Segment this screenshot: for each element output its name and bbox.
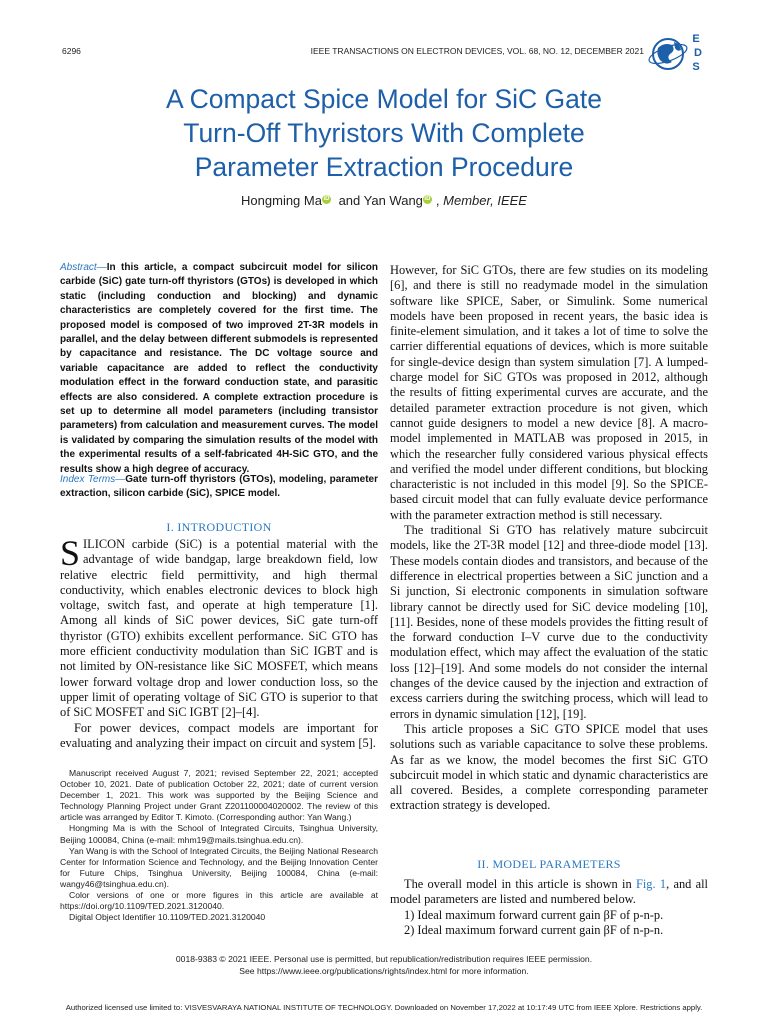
intro-paragraph-2: For power devices, compact models are important for evaluating and analyzing their impact on circuit and system [5]. [60,720,378,750]
right-paragraph-3: This article proposes a SiC GTO SPICE model that uses solutions such as variable capacitance to solve these problems. As far as we know, the model becomes the first SiC GTO subcircuit model in which static and dynamic characteristics are all covered. Besides, a complete corresponding parameter extraction strategy is developed. [390,721,708,813]
logo-letter-e: E [692,33,700,45]
page-number: 6296 [62,46,81,56]
abstract: Abstract—In this article, a compact subcircuit model for silicon carbide (SiC) gate turn-off thyristors (GTOs) is developed in which static (including conduction and blocking) and dynamic characteristics are completely covered for the first time. The proposed model is composed of two improved 2T-3R models in parallel, and the delay between different submodels is represented by capacitance and resistance. The DC voltage source and variable capacitance are added to reflect the conductivity modulation effect in the forward conduction state, and parasitic effects are also considered. A complete extraction procedure is set up to determine all model parameters (including transistor parameters) from calculation and measurement curves. The model is validated by comparing the simulation results of the model with the experimental results of a self-fabricated 4H-SiC GTO, and the results show a high degree of accuracy. [60,262,378,475]
section-heading-introduction: I. INTRODUCTION [166,520,272,534]
intro-paragraph-1: ILICON carbide (SiC) is a potential material with the advantage of wide bandgap, large breakdown field, low relative electric field permittivity, and high thermal conductivity, which enables electronic devices to block high voltage, switch fast, and operate at high temperature [1]. Among all kinds of SiC power devices, SiC gate turn-off thyristor (GTO) exhibits excellent performance. SiC GTO has more efficient conductivity modulation than SiC IGBT and is not limited by ON-resistance like SiC MOSFET, which means lower forward voltage drop and lower conduction loss, so the upper limit of operating voltage of SiC GTO is superior to that of SiC MOSFET and SiC IGBT [2]–[4]. [60,537,378,720]
orcid-icon[interactable]: iD [424,196,431,202]
footnotes [60,768,378,923]
copyright-notice [60,953,708,977]
parameter-list-item: 1) Ideal maximum forward current gain βF of p-n-p. [404,907,664,922]
index-terms: Index Terms—Gate turn-off thyristors (GTOs), modeling, parameter extraction, silicon carbide (SiC), SPICE model. [60,474,378,500]
logo-letter-s: S [692,61,700,73]
eds-logo [646,30,708,79]
authors-line [60,193,708,208]
model-intro-before: The overall model in this article is shown in [404,877,636,891]
footnote-author-1: Hongming Ma is with the School of Integrated Circuits, Tsinghua University, Beijing 100084, China (e-mail: mhm19@mails.tsinghua.edu.cn). [60,823,378,845]
orcid-icon[interactable]: iD [323,196,330,202]
journal-header: IEEE TRANSACTIONS ON ELECTRON DEVICES, VOL. 68, NO. 12, DECEMBER 2021 [310,46,644,56]
model-parameters-body [390,877,708,938]
author-sep: , [435,193,444,208]
title-line-2: Turn-Off Thyristors With Complete [183,118,585,148]
section-heading-model-parameters: II. MODEL PARAMETERS [477,857,621,871]
right-paragraph-2: The traditional Si GTO has relatively mature subcircuit models, like the 2T-3R model [12] and three-diode model [13]. These models contain diodes and transistors, and because of the difference in electrical properties between a SiC junction and a Si junction, Si electronic components in simulation software library cannot be directly used for SiC device modeling [10], [11]. Besides, none of these models provides the fitting result of the forward conduction I–V curve due to the conductivity modulation effect, which may affect the evaluation of the static loss [12]–[19]. And some models do not consider the internal changes of the device caused by the injection and extraction of excess carriers during the switching process, which will lead to errors in dynamic simulation [12], [19]. [390,523,708,721]
copyright-line-2: See https://www.ieee.org/publications/rights/index.html for more information. [239,966,529,976]
eds-globe-icon [646,30,708,74]
footnote-manuscript: Manuscript received August 7, 2021; revised September 22, 2021; accepted October 10, 2021. Date of publication October 22, 2021; date of current version December 1, 2021. This work was supported by the Beijing Science and Technology Planning Project under Grant Z201100004020002. The review of this article was arranged by Editor T. Kimoto. (Corresponding author: Yan Wang.) [60,768,378,823]
copyright-line-1: 0018-9383 © 2021 IEEE. Personal use is permitted, but republication/redistribution requires IEEE permission. [175,954,593,964]
footnote-author-2: Yan Wang is with the School of Integrated Circuits, the Beijing National Research Center for Information Science and Technology, and the Beijing Innovation Center for Future Chips, Tsinghua University, Beijing 100084, China (e-mail: wangy46@tsinghua.edu.cn). [60,845,378,889]
index-terms-label: Index Terms [60,474,116,485]
author-2: Yan Wang [363,193,423,208]
author-role: Member, IEEE [443,193,527,208]
abstract-label: Abstract [60,262,97,273]
introduction-body [60,533,378,751]
title-line-1: A Compact Spice Model for SiC Gate [166,84,602,114]
fig-1-link[interactable]: Fig. 1 [635,877,667,891]
footnote-color-versions: Color versions of one or more figures in this article are available at https://doi.org/10.1109/TED.2021.3120040. [60,890,378,912]
parameter-list-item: 2) Ideal maximum forward current gain βF of n-p-n. [404,922,664,937]
paper-title [60,82,708,184]
index-terms-text: Gate turn-off thyristors (GTOs), modeling, parameter extraction, silicon carbide (SiC), SPICE model. [60,474,378,500]
title-line-3: Parameter Extraction Procedure [194,152,574,182]
license-banner: Authorized licensed use limited to: VISVESVARAYA NATIONAL INSTITUTE OF TECHNOLOGY. Downloaded on November 17,2022 at 10:17:49 UTC from IEEE Xplore. Restrictions apply. [65,1003,703,1012]
right-paragraph-1: However, for SiC GTOs, there are few studies on its modeling [6], and there is still no readymade model in the simulation software like SPICE, Saber, or Simulink. Some numerical models have been proposed in recent years, the basic idea is finite-element simulation, and it takes a lot of time to solve the carrier differential equations of devices, which is more suitable for single-device design than system simulation [7]. A lumped-charge model for SiC GTOs was proposed in 2012, although the results of fitting experimental curves are accurate, and the detailed parameter extraction procedure is not given, which cannot guide designers to model a new device [8]. A macro-model implemented in MATLAB was proposed in 2015, in which the researcher fully considered various physical effects and verified the model under different conditions, but blocking characteristic is not included in this model [9]. So the SPICE-based circuit model that can fully evaluate device performance with the parameter extraction method is still necessary. [390,263,708,522]
author-joiner: and [334,193,364,208]
logo-letter-d: D [694,47,702,59]
model-intro-after: , and all model parameters are listed and numbered below. [390,877,709,907]
footnote-doi: Digital Object Identifier 10.1109/TED.2021.3120040 [69,912,266,923]
drop-cap: S [60,533,81,573]
author-1: Hongming Ma [241,193,322,208]
abstract-text: In this article, a compact subcircuit model for silicon carbide (SiC) gate turn-off thyristors (GTOs) is developed in which static (including conduction and blocking) and dynamic characteristics are completely covered for the first time. The proposed model is composed of two improved 2T-3R models in parallel, and the delay between different submodels is represented by capacitance and resistance. The DC voltage source and variable capacitance are added to reflect the conductivity modulation effect in the forward conduction state, and parasitic effects are also considered. A complete extraction procedure is set up to determine all model parameters (including transistor parameters) from calculation and measurement curves. The model is validated by comparing the simulation results of the model with the experimental results of a self-fabricated 4H-SiC GTO, and the results show a high degree of accuracy. [60,262,378,475]
right-column [390,263,708,814]
